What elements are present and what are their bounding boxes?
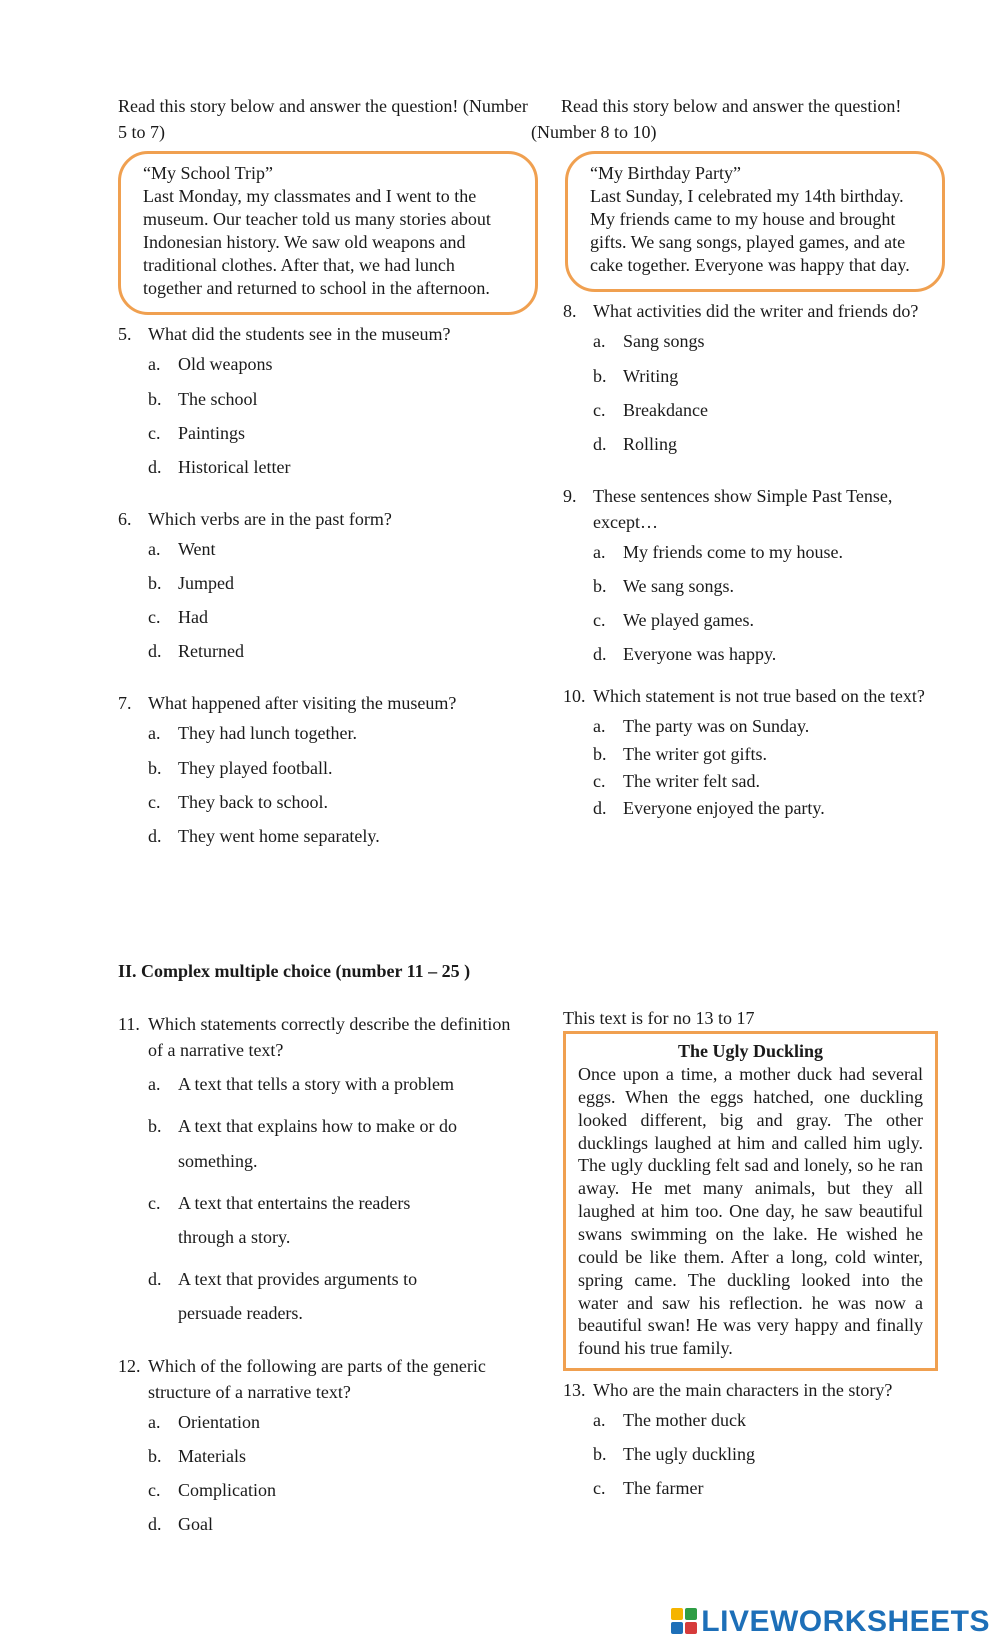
answer-option[interactable]: [148, 351, 538, 377]
answer-option[interactable]: [148, 1109, 458, 1177]
answer-option[interactable]: [593, 1407, 938, 1433]
option-text: We played games.: [623, 610, 755, 631]
story-box-birthday-party: [565, 151, 945, 292]
option-letter: c.: [593, 770, 606, 791]
question-number: 13.: [563, 1380, 586, 1401]
answer-option[interactable]: [593, 363, 933, 389]
story-intro-left: Read this story below and answer the question! (Number 5 to 7): [118, 96, 528, 143]
answer-option[interactable]: [593, 641, 933, 667]
option-text: Orientation: [178, 1411, 260, 1432]
option-letter: d.: [148, 456, 162, 477]
option-text: The mother duck: [623, 1410, 746, 1431]
option-letter: b.: [593, 1444, 607, 1465]
answer-option[interactable]: [148, 1067, 458, 1101]
answer-option[interactable]: [148, 638, 538, 664]
option-letter: a.: [593, 1410, 606, 1431]
option-text: The party was on Sunday.: [623, 716, 810, 737]
story-text: Once upon a time, a mother duck had several eggs. When the eggs hatched, one duckling looked different, big and gray. The other ducklings laughed at him and called him ugly. The ugly duckling felt sad and lonely, so he ran away. He met many animals, but they all laughed at him too. One day, he saw beautiful swans swimming on the lake. He wished he could be like them. After a long, cold winter, spring came. The duckling looked into the water and saw his reflection. he was now a beautiful swan! He was very happy and finally found his true family.: [578, 1063, 923, 1359]
logo-text: LIVEWORKSHEETS: [701, 1604, 990, 1638]
answer-option[interactable]: [148, 386, 538, 412]
option-text: A text that provides arguments to persuade readers.: [178, 1269, 418, 1324]
answer-option[interactable]: [148, 1186, 458, 1254]
story-title: “My Birthday Party”: [590, 163, 741, 184]
answer-option[interactable]: [593, 328, 933, 354]
option-text: Breakdance: [623, 399, 708, 420]
option-letter: d.: [148, 825, 162, 846]
option-text: Had: [178, 607, 208, 628]
right-column: [533, 93, 933, 822]
question-10: [563, 683, 933, 820]
story-intro-ugly-duckling: This text is for no 13 to 17: [563, 1008, 755, 1028]
question-8: [563, 298, 933, 456]
answer-option[interactable]: [593, 768, 933, 794]
option-text: The writer felt sad.: [623, 770, 760, 791]
option-letter: a.: [148, 354, 161, 375]
option-text: They had lunch together.: [178, 723, 357, 744]
option-letter: a.: [593, 331, 606, 352]
option-letter: b.: [593, 576, 607, 597]
question-number: 8.: [563, 301, 577, 322]
question-text: Which of the following are parts of the generic structure of a narrative text?: [148, 1355, 486, 1402]
option-letter: c.: [593, 610, 606, 631]
option-letter: a.: [148, 538, 161, 559]
answer-option[interactable]: [593, 1475, 938, 1501]
answer-option[interactable]: [148, 1477, 518, 1503]
answer-option[interactable]: [148, 720, 538, 746]
question-text: What activities did the writer and friends do?: [593, 301, 919, 322]
answer-option[interactable]: [593, 607, 933, 633]
option-text: A text that explains how to make or do something.: [178, 1116, 457, 1171]
option-text: They played football.: [178, 757, 333, 778]
question-12: [118, 1353, 518, 1538]
option-text: Historical letter: [178, 456, 291, 477]
option-text: We sang songs.: [623, 576, 735, 597]
question-number: 6.: [118, 508, 132, 529]
option-letter: a.: [148, 1074, 161, 1095]
option-text: Returned: [178, 641, 244, 662]
option-letter: c.: [148, 422, 161, 443]
question-7: [118, 690, 538, 848]
answer-option[interactable]: [148, 1443, 518, 1469]
answer-option[interactable]: [148, 1409, 518, 1435]
option-text: Jumped: [178, 573, 234, 594]
answer-option[interactable]: [148, 454, 538, 480]
option-letter: d.: [148, 1513, 162, 1534]
option-letter: b.: [148, 388, 162, 409]
option-text: The farmer: [623, 1478, 704, 1499]
option-text: My friends come to my house.: [623, 542, 843, 562]
option-letter: d.: [593, 644, 607, 665]
answer-option[interactable]: [593, 713, 933, 739]
question-11: [118, 1011, 518, 1331]
answer-option[interactable]: [593, 1441, 938, 1467]
story-intro-right: Read this story below and answer the question! (Number 8 to 10): [531, 96, 902, 143]
option-letter: b.: [593, 365, 607, 386]
option-text: Old weapons: [178, 354, 273, 375]
story-box-ugly-duckling: [563, 1031, 938, 1371]
option-letter: b.: [593, 743, 607, 764]
left-column-section2: [118, 1005, 518, 1545]
answer-option[interactable]: [593, 573, 933, 599]
option-text: A text that tells a story with a problem: [178, 1074, 454, 1095]
option-text: The ugly duckling: [623, 1444, 755, 1465]
story-text: Last Sunday, I celebrated my 14th birthday. My friends came to my house and brought gifts. We sang songs, played games, and ate cake together. Everyone was happy that day.: [590, 186, 910, 276]
question-number: 10.: [563, 686, 586, 707]
question-9: [563, 483, 933, 668]
option-text: Everyone enjoyed the party.: [623, 797, 825, 818]
question-13: [563, 1377, 938, 1501]
story-title: The Ugly Duckling: [677, 1041, 824, 1062]
question-text: Which verbs are in the past form?: [148, 508, 392, 529]
option-text: They back to school.: [178, 791, 328, 812]
question-number: 7.: [118, 693, 132, 714]
answer-option[interactable]: [148, 420, 538, 446]
answer-option[interactable]: [148, 604, 538, 630]
question-5: [118, 321, 538, 479]
question-number: 12.: [118, 1355, 141, 1376]
question-text: Which statements correctly describe the definition of a narrative text?: [148, 1014, 511, 1061]
option-text: The writer got gifts.: [623, 743, 767, 764]
option-letter: a.: [593, 542, 606, 562]
option-letter: b.: [148, 1445, 162, 1466]
option-letter: c.: [593, 1478, 606, 1499]
question-number: 5.: [118, 324, 132, 345]
question-number: 11.: [118, 1014, 140, 1034]
right-column-section2: [563, 1005, 938, 1510]
question-text: What did the students see in the museum?: [148, 324, 451, 345]
option-text: Goal: [178, 1513, 213, 1534]
option-text: A text that entertains the readers through a story.: [178, 1192, 411, 1247]
option-letter: b.: [148, 757, 162, 778]
option-letter: c.: [148, 1479, 161, 1500]
option-text: Materials: [178, 1445, 246, 1466]
question-text: Who are the main characters in the story?: [593, 1380, 893, 1401]
answer-option[interactable]: [593, 741, 933, 767]
left-column: [118, 93, 538, 857]
story-text: Last Monday, my classmates and I went to the museum. Our teacher told us many stories about Indonesian history. We saw old weapons and traditional clothes. After that, we had lunch together and returned to school in the afternoon.: [143, 186, 491, 299]
option-text: Everyone was happy.: [623, 644, 777, 665]
option-letter: b.: [148, 1116, 162, 1137]
answer-option[interactable]: [148, 536, 538, 562]
answer-option[interactable]: [148, 570, 538, 596]
story-title: “My School Trip”: [143, 163, 274, 184]
logo-icon: [671, 1608, 697, 1634]
question-text: These sentences show Simple Past Tense, except…: [593, 485, 893, 532]
answer-option[interactable]: [593, 397, 933, 423]
option-letter: d.: [593, 433, 607, 454]
option-letter: c.: [148, 1192, 161, 1213]
option-text: Paintings: [178, 422, 246, 443]
option-text: Writing: [623, 365, 679, 386]
section-title: II. Complex multiple choice (number 11 – 25 ): [118, 961, 471, 981]
answer-option[interactable]: [148, 1511, 518, 1537]
answer-option[interactable]: [593, 539, 933, 565]
option-text: Rolling: [623, 433, 678, 454]
option-letter: c.: [148, 607, 161, 628]
story-box-school-trip: [118, 151, 538, 315]
option-letter: c.: [593, 399, 606, 420]
question-number: 9.: [563, 485, 577, 506]
option-letter: c.: [148, 791, 161, 812]
option-letter: a.: [148, 1411, 161, 1432]
question-text: Which statement is not true based on the text?: [593, 686, 925, 707]
option-text: Went: [178, 538, 216, 559]
option-text: Complication: [178, 1479, 276, 1500]
liveworksheets-logo: [671, 1600, 990, 1644]
answer-option[interactable]: [148, 789, 538, 815]
option-letter: b.: [148, 573, 162, 594]
question-text: What happened after visiting the museum?: [148, 693, 457, 714]
answer-option[interactable]: [148, 755, 538, 781]
option-letter: d.: [148, 1269, 162, 1290]
answer-option[interactable]: [593, 431, 933, 457]
option-text: The school: [178, 388, 258, 409]
answer-option[interactable]: [593, 795, 933, 821]
option-letter: d.: [593, 797, 607, 818]
answer-option[interactable]: [148, 823, 538, 849]
answer-option[interactable]: [148, 1262, 458, 1330]
option-letter: d.: [148, 641, 162, 662]
option-letter: a.: [593, 716, 606, 737]
question-6: [118, 506, 538, 664]
option-text: They went home separately.: [178, 825, 380, 846]
option-letter: a.: [148, 723, 161, 744]
option-text: Sang songs: [623, 331, 705, 352]
